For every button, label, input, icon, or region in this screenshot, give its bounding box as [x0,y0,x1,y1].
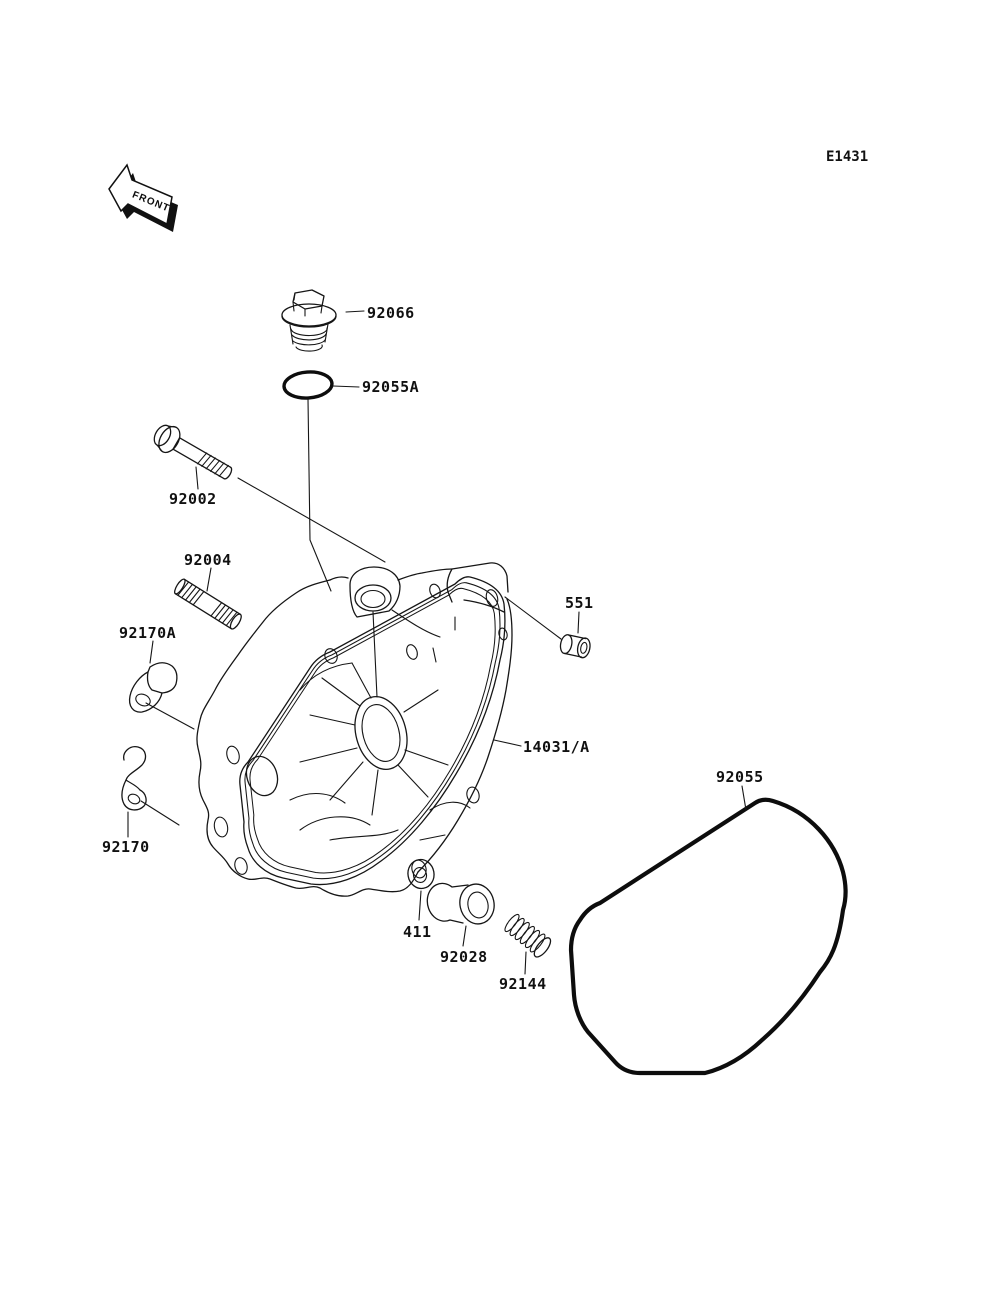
front-label: FRONT [130,189,172,215]
leader-oring-to-cover [308,399,331,591]
cover-ribs [290,610,470,840]
clamp-drawing [122,747,146,810]
engine-cover-drawing [197,563,512,896]
cover-part-label: 14031/A [523,738,590,756]
bolt-part-label: 92002 [169,490,217,508]
leader-clamp-a-to-cover [146,703,194,729]
diagram-code-label: E1431 [826,149,869,165]
washer-drawing [406,857,437,890]
leader-plug [346,311,364,312]
plug-part-label: 92066 [367,304,415,322]
leader-bushing [463,926,466,946]
leader-spring [525,952,526,974]
leader-clamp-to-cover [141,801,179,825]
oil-filler-plug-drawing [282,290,336,351]
clamp-a-drawing [130,663,177,712]
leader-gasket [742,786,746,810]
washer-part-label: 411 [403,923,432,941]
cover-bolt-holes [213,583,481,880]
clamp-a-part-label: 92170A [119,624,177,642]
spring-drawing [502,912,554,959]
leader-stud [207,568,211,591]
clamp-part-label: 92170 [102,838,150,856]
collar-drawing [559,633,592,659]
bushing-part-label: 92028 [440,948,488,966]
leader-washer [419,891,421,920]
leader-bolt-to-cover [238,478,385,562]
leader-clamp-a [150,641,153,663]
front-direction-marker [109,165,178,232]
bolt-drawing [149,420,237,487]
leader-collar-to-cover [505,597,561,639]
leader-cover [494,740,521,746]
oring-drawing [283,370,333,399]
leader-bolt [196,467,198,489]
collar-part-label: 551 [565,594,594,612]
spring-part-label: 92144 [499,975,547,993]
bushing-drawing [427,881,497,927]
gasket-part-label: 92055 [716,768,764,786]
stud-part-label: 92004 [184,551,232,569]
leader-collar [578,612,579,633]
leader-oring [333,386,359,387]
gasket-drawing [571,800,846,1073]
oring-part-label: 92055A [362,378,420,396]
